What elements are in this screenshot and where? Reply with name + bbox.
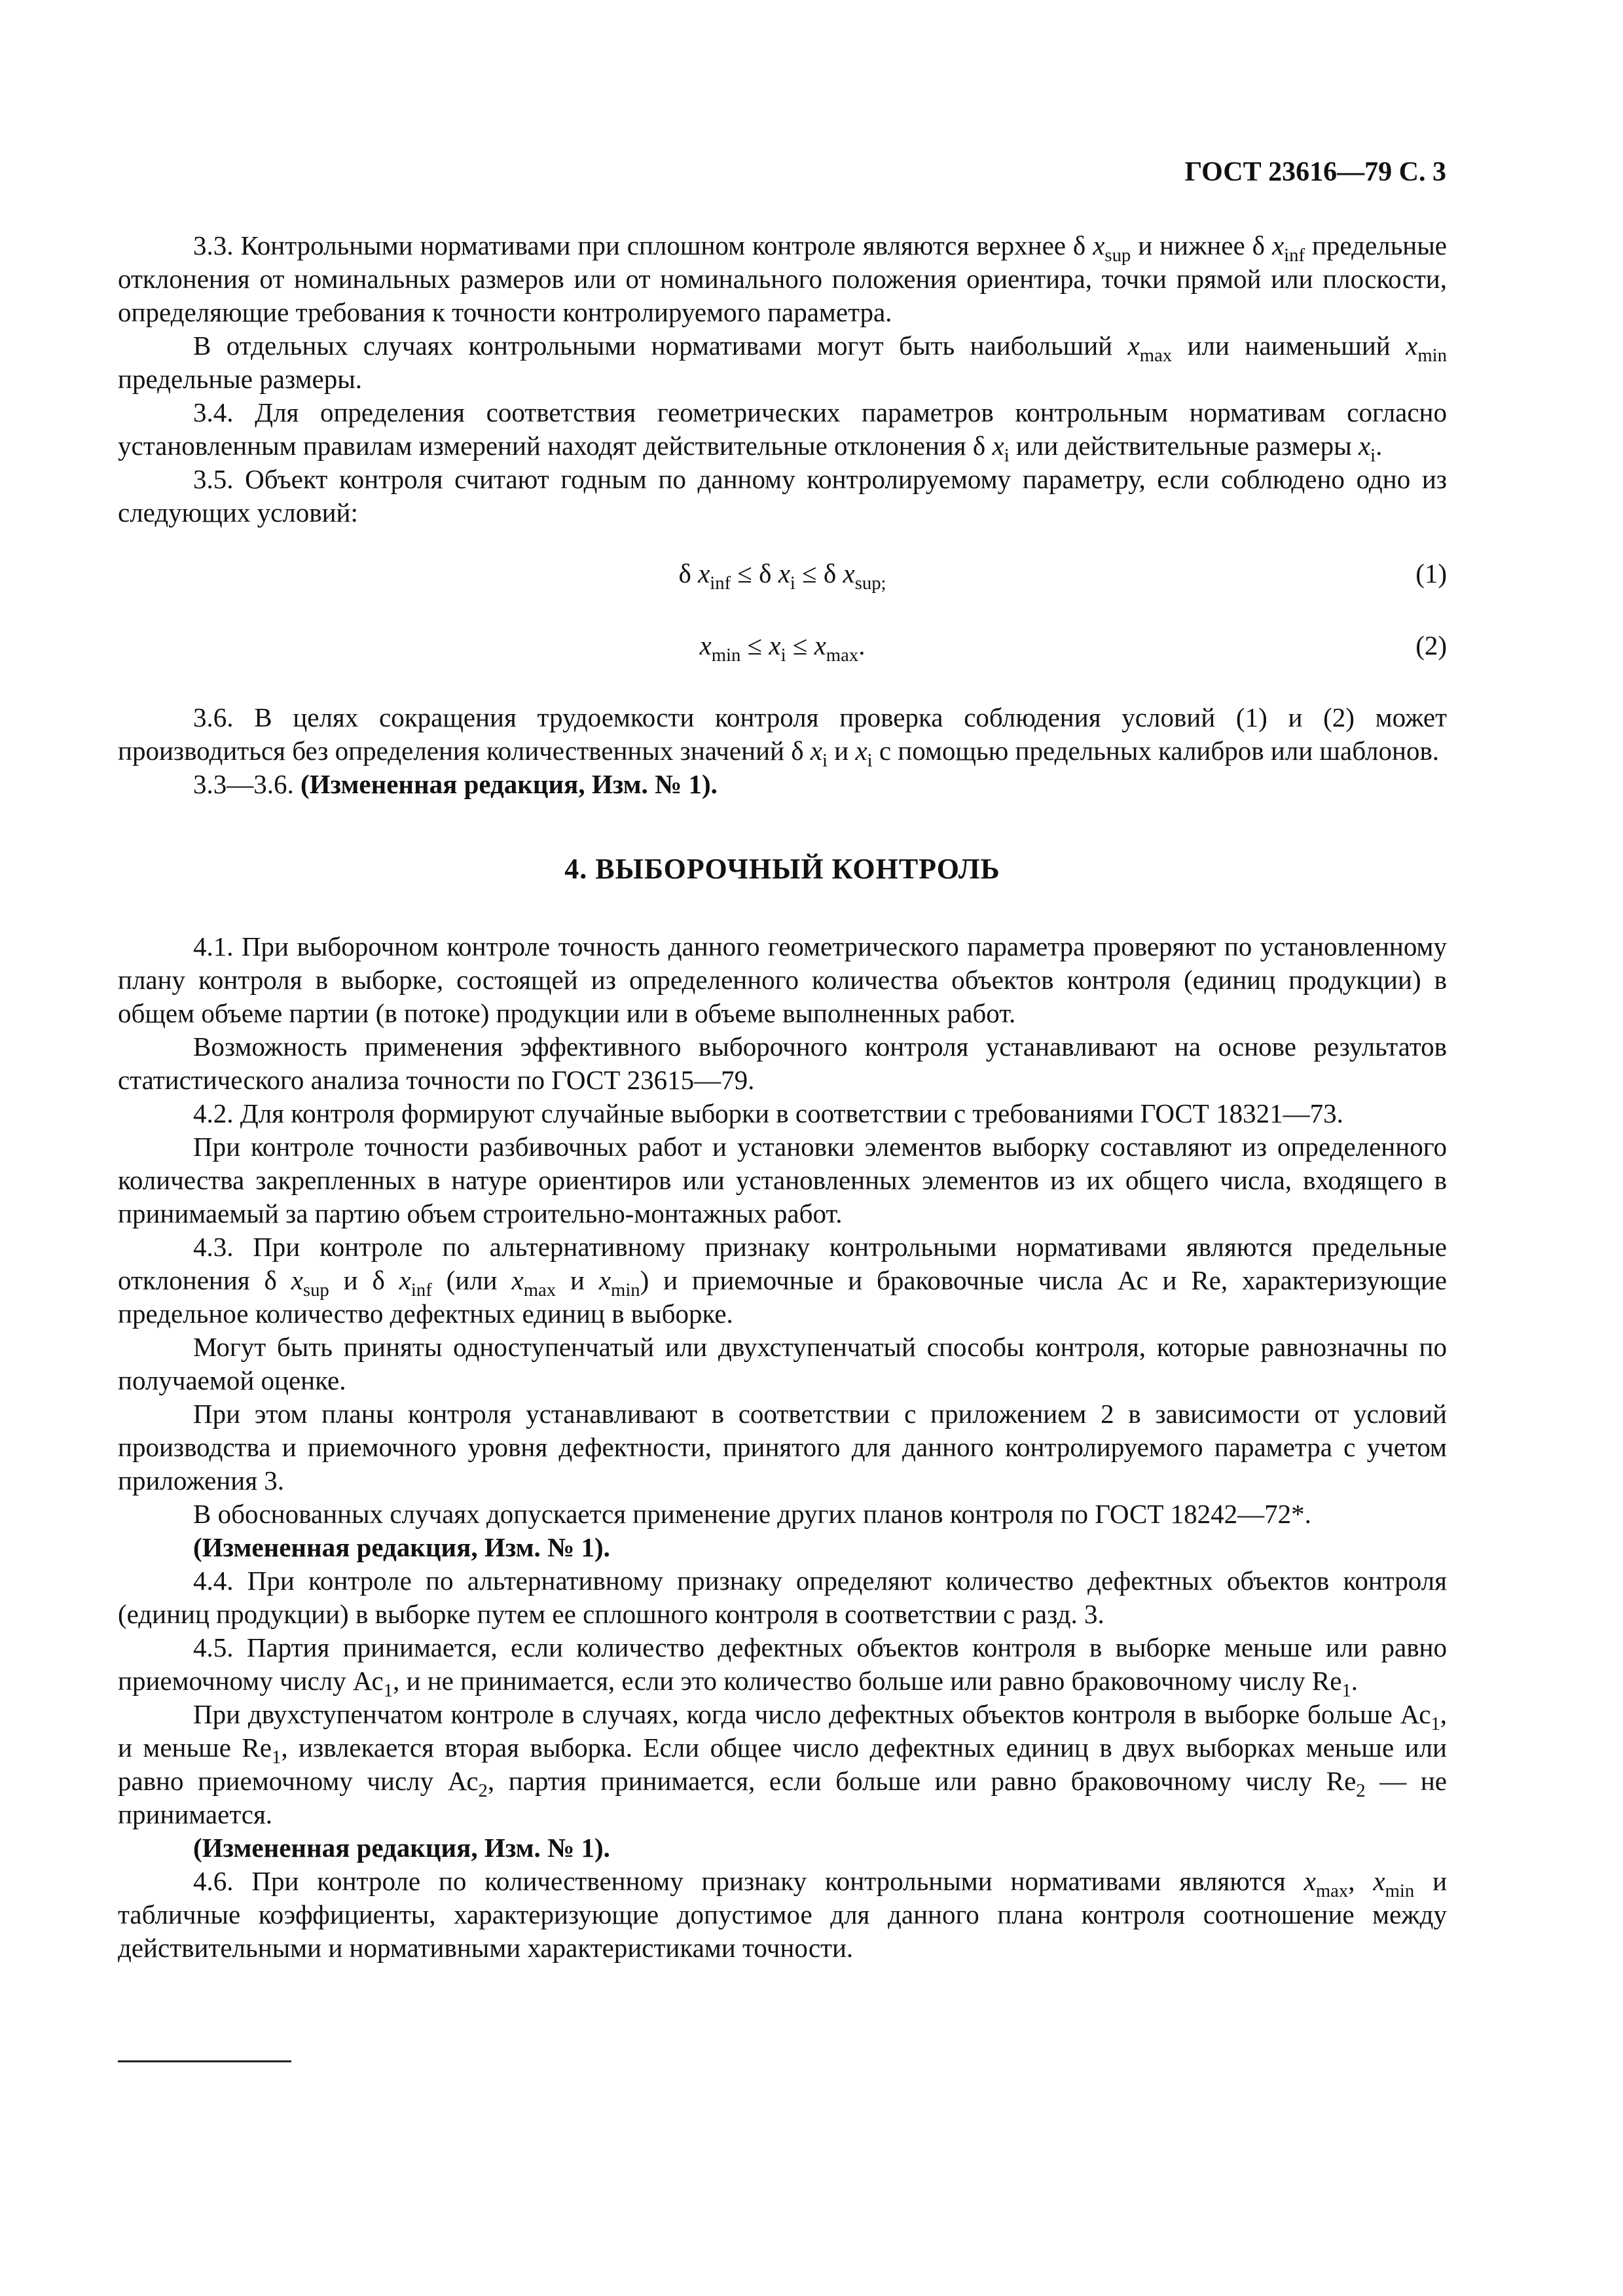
footnote-separator xyxy=(118,2060,291,2062)
paragraph-4-4: 4.4. При контроле по альтернативному признаку определяют количество дефектных объектов контроля (единиц продукции) в выборке путем ее сплошного контроля в соответствии с разд. 3. xyxy=(118,1566,1447,1629)
paragraph-3-4: 3.4. Для определения соответствия геометрических параметров контрольным нормативам согласно установленным правилам измерений находят действительные отклонения δ $x_i$ или действительные размеры $x_i$. xyxy=(118,397,1447,467)
paragraph-4-1-cont: Возможность применения эффективного выборочного контроля устанавливают на основе результатов статистического анализа точности по ГОСТ 23615—79. xyxy=(118,1031,1447,1095)
formula-1-number: (1) xyxy=(1415,558,1447,588)
formula-2-number: (2) xyxy=(1415,630,1447,660)
page-header: ГОСТ 23616—79 С. 3 xyxy=(1184,157,1446,187)
paragraph-4-3: 4.3. При контроле по альтернативному признаку контрольными нормативами являются предельные отклонения δ $x_{sup}$ и δ $x_{inf}$ (или $x_{max}$ и $x_{min}$) и приемочные и браковочные числа Ас и Re, характеризующие предельное количество дефектных единиц в выборке. xyxy=(118,1232,1447,1329)
paragraph-3-5: 3.5. Объект контроля считают годным по данному контролируемому параметру, если соблюдено одно из следующих условий: xyxy=(118,464,1447,528)
paragraph-3-6: 3.6. В целях сокращения трудоемкости контроля проверка соблюдения условий (1) и (2) может производиться без определения количественных значений δ $x_i$ и $x_i$ с помощью предельных калибров или шаблонов. xyxy=(118,702,1447,772)
amendment-note-3: 3.3—3.6. (Измененная редакция, Изм. № 1). xyxy=(193,769,718,799)
paragraph-4-1: 4.1. При выборочном контроле точность данного геометрического параметра проверяют по установленному плану контроля в выборке, состоящей из определенного количества объектов контроля (единиц продукции) в общем объеме партии (в потоке) продукции или в объеме выполненных работ. xyxy=(118,931,1447,1028)
amendment-note-4-5: (Измененная редакция, Изм. № 1). xyxy=(193,1833,610,1863)
paragraph-4-3-other: В обоснованных случаях допускается применение других планов контроля по ГОСТ 18242—72*. xyxy=(193,1499,1311,1529)
formula-1-expression: δ $x_{inf} \le \delta$ $x_i \le \delta$ $x_{sup;}$ xyxy=(678,558,886,594)
formula-2 xyxy=(118,629,1447,668)
paragraph-4-6: 4.6. При контроле по количественному признаку контрольными нормативами являются $x_{max}$, $x_{min}$ и табличные коэффициенты, характеризующие допустимое для данного плана контроля соотношение между действительными и нормативными характеристиками точности. xyxy=(118,1866,1448,1963)
paragraph-4-5: 4.5. Партия принимается, если количество дефектных объектов контроля в выборке меньше или равно приемочному числу $Ас_1$, и не принимается, если это количество больше или равно браковочному числу $Re_1$. xyxy=(118,1632,1447,1702)
paragraph-4-3-plans: При этом планы контроля устанавливают в соответствии с приложением 2 в зависимости от условий производства и приемочного уровня дефектности, принятого для данного контролируемого параметра с учетом приложения 3. xyxy=(118,1399,1447,1496)
section-4-title: 4. ВЫБОРОЧНЫЙ КОНТРОЛЬ xyxy=(564,853,1000,885)
paragraph-4-3-methods: Могут быть приняты одноступенчатый или двухступенчатый способы контроля, которые равнозначны по получаемой оценке. xyxy=(118,1332,1447,1395)
paragraph-4-2: 4.2. Для контроля формируют случайные выборки в соответствии с требованиями ГОСТ 18321—73. xyxy=(193,1098,1343,1128)
document-body xyxy=(118,229,1447,1965)
amendment-note-4-3: (Измененная редакция, Изм. № 1). xyxy=(193,1532,610,1562)
paragraph-4-2-cont: При контроле точности разбивочных работ и установки элементов выборку составляют из определенного количества закрепленных в натуре ориентиров или установленных элементов из их общего числа, входящего в принимаемый за партию объем строительно-монтажных работ. xyxy=(118,1132,1447,1229)
formula-1 xyxy=(118,557,1447,596)
paragraph-3-3-cont: В отдельных случаях контрольными нормативами могут быть наибольший $x_{max}$ или наименьший $x_{min}$ предельные размеры. xyxy=(118,331,1447,394)
formula-2-expression: $x_{min} \le x_i \le x_{max}$. xyxy=(699,630,866,666)
paragraph-4-5-two-stage: При двухступенчатом контроле в случаях, когда число дефектных объектов контроля в выборке больше $Ас_1$, и меньше $Re_1$, извлекается вторая выборка. Если общее число дефектных единиц в двух выборках меньше или равно приемочному числу $Ас_2$, партия принимается, если больше или равно браковочному числу $Re_2$ — не принимается. xyxy=(118,1699,1447,1829)
paragraph-3-3: 3.3. Контрольными нормативами при сплошном контроле являются верхнее δ $x_{sup}$ и нижнее δ $x_{inf}$ предельные отклонения от номинальных размеров или от номинального положения ориентира, точки прямой или плоскости, определяющие требования к точности контролируемого параметра. xyxy=(118,230,1447,327)
